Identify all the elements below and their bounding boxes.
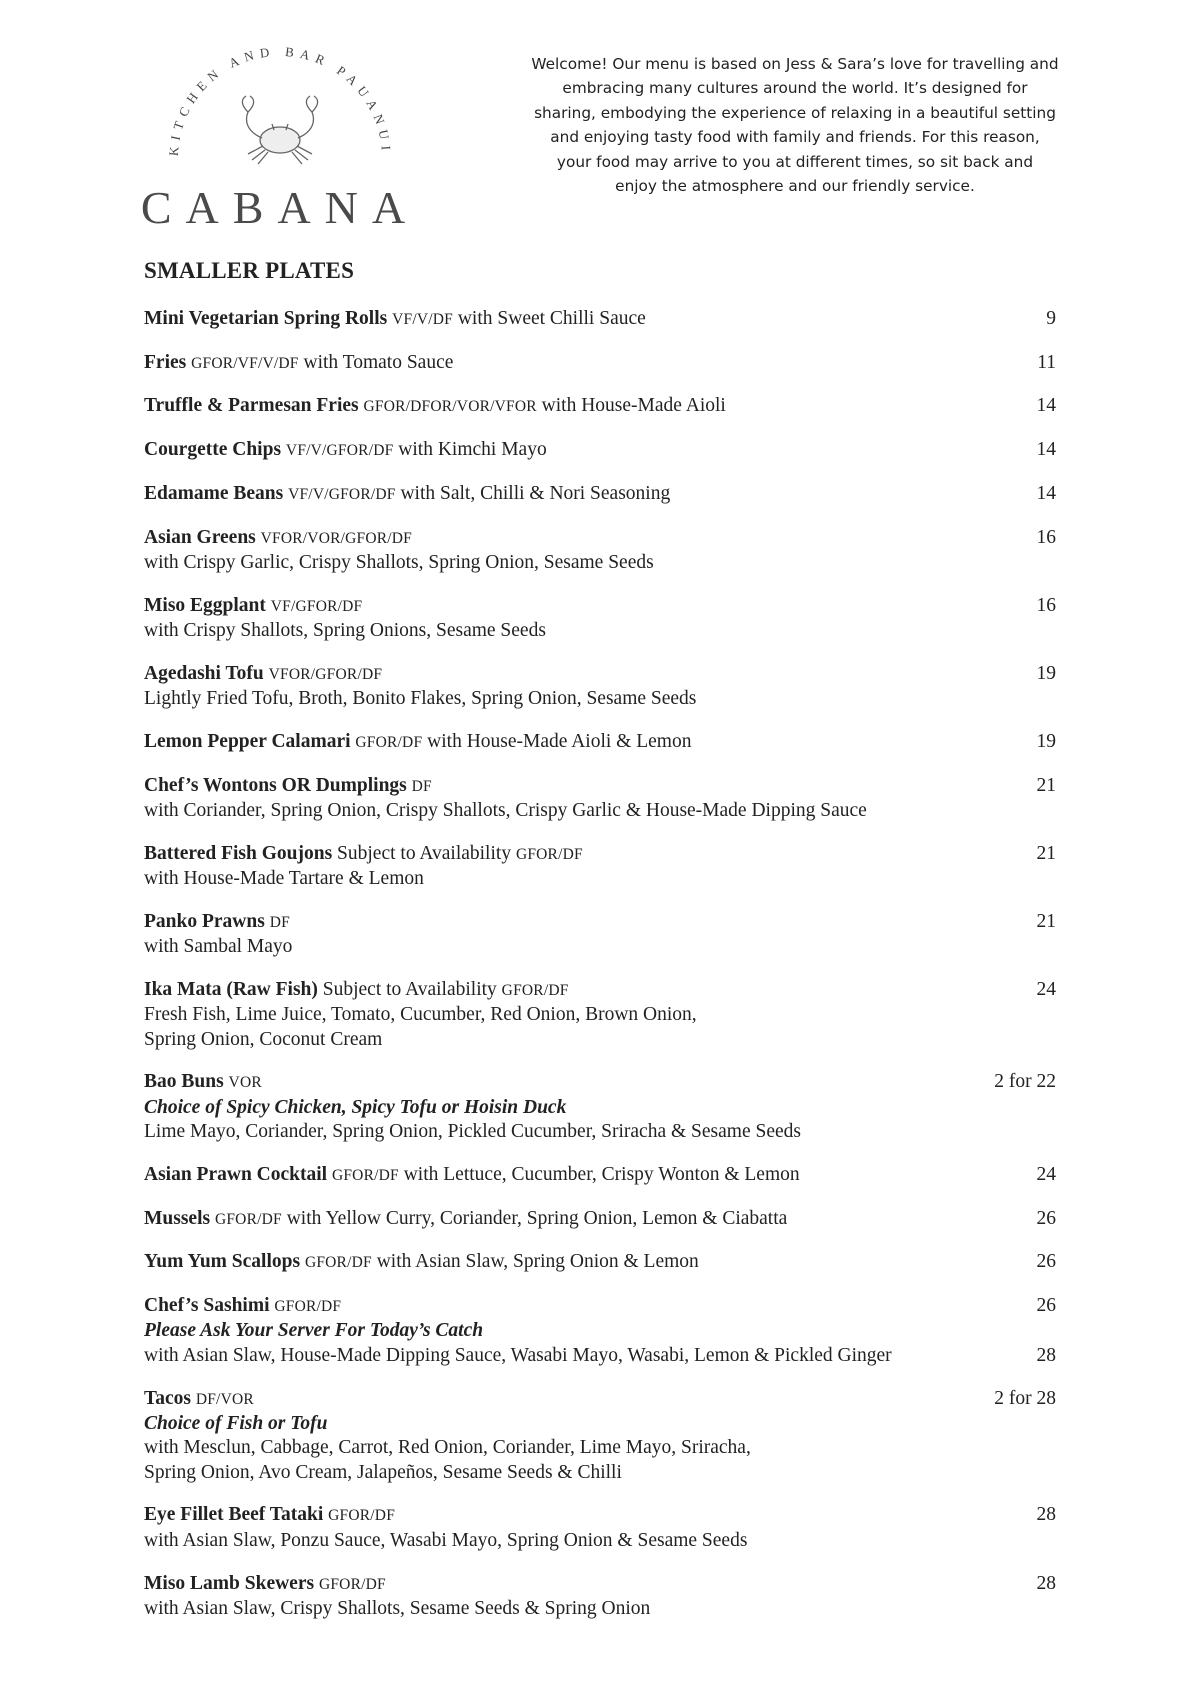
welcome-line: Welcome! Our menu is based on Jess & Sara’s love for travelling and: [531, 55, 1059, 73]
item-dietary-tags: DF/VOR: [195, 1390, 254, 1408]
menu-item-header: [144, 438, 1056, 463]
menu-list: [144, 307, 1056, 1640]
menu-item: [144, 1294, 1056, 1368]
menu-item-header: [144, 774, 1056, 799]
item-dietary-tags: GFOR/DF: [515, 845, 583, 863]
item-description-line: [144, 867, 1056, 891]
item-price: 24: [1036, 1163, 1056, 1185]
menu-item: [144, 774, 1056, 824]
item-dietary-tags: GFOR/DFOR/VOR/VFOR: [363, 398, 537, 416]
item-price: 26: [1036, 1295, 1056, 1317]
item-dietary-tags: VF/V/DF: [392, 311, 453, 328]
menu-item-header: [144, 1250, 1056, 1275]
item-description-line: [144, 1461, 1056, 1485]
item-name: Truffle & Parmesan Fries: [144, 395, 359, 417]
item-name: Miso Lamb Skewers: [144, 1572, 315, 1594]
menu-item-header: [144, 978, 1056, 1003]
item-description: Lightly Fried Tofu, Broth, Bonito Flakes, Spring Onion, Sesame Seeds: [144, 688, 697, 710]
item-price: 16: [1036, 526, 1056, 548]
item-price: 9: [1046, 308, 1056, 329]
cabana-logo: [140, 40, 420, 233]
item-dietary-tags: VOR: [228, 1074, 262, 1092]
item-description: with Asian Slaw, Spring Onion & Lemon: [376, 1251, 699, 1273]
item-name: Fries: [144, 351, 187, 373]
item-description: with Asian Slaw, Ponzu Sauce, Wasabi Mayo, Spring Onion & Sesame Seeds: [144, 1529, 748, 1551]
item-dietary-tags: GFOR/VF/V/DF: [191, 354, 299, 372]
item-price: 26: [1036, 1207, 1056, 1229]
menu-item: [144, 1387, 1056, 1486]
section-title: SMALLER PLATES: [144, 258, 355, 283]
item-name: Yum Yum Scallops: [144, 1251, 301, 1273]
menu-item-header: [144, 1163, 1056, 1188]
item-price: 19: [1036, 662, 1056, 684]
item-dietary-tags: VFOR/VOR/GFOR/DF: [260, 529, 413, 547]
item-dietary-tags: VF/V/GFOR/DF: [285, 442, 394, 460]
menu-item-header: [144, 394, 1056, 419]
item-description-line: [144, 1344, 1056, 1368]
item-price: 2 for 22: [994, 1071, 1056, 1093]
item-name: Asian Prawn Cocktail: [144, 1163, 328, 1185]
item-dietary-tags: DF: [411, 777, 432, 795]
item-description: with Tomato Sauce: [303, 351, 454, 373]
welcome-line: embracing many cultures around the world. It’s designed for: [562, 79, 1028, 98]
item-dietary-tags: GFOR/DF: [274, 1298, 342, 1316]
menu-item-header: [144, 482, 1056, 507]
item-description: with Asian Slaw, Crispy Shallots, Sesame Seeds & Spring Onion: [144, 1597, 651, 1619]
item-price: 14: [1036, 395, 1056, 417]
item-description: Spring Onion, Avo Cream, Jalapeños, Sesame Seeds & Chilli: [144, 1461, 622, 1483]
menu-item: [144, 1070, 1056, 1144]
menu-item-header: [144, 730, 1056, 755]
menu-item: [144, 978, 1056, 1052]
item-description-line: [144, 687, 1056, 711]
menu-item: [144, 594, 1056, 644]
item-description-line: [144, 619, 1056, 643]
item-description-line: [144, 1597, 1056, 1621]
menu-item: [144, 1207, 1056, 1232]
item-name: Courgette Chips: [144, 439, 282, 461]
welcome-line: and enjoying tasty food with family and friends. For this reason,: [550, 128, 1040, 147]
item-description: with Sambal Mayo: [144, 936, 293, 958]
item-price-secondary: 28: [1036, 1344, 1056, 1366]
menu-item: [144, 842, 1056, 892]
item-description: Fresh Fish, Lime Juice, Tomato, Cucumber, Red Onion, Brown Onion,: [144, 1004, 697, 1026]
item-note: Subject to Availability: [337, 842, 512, 864]
item-price: 28: [1036, 1572, 1056, 1594]
menu-item-header: [144, 526, 1056, 551]
item-description: with Sweet Chilli Sauce: [457, 308, 646, 329]
menu-item-header: [144, 594, 1056, 619]
item-description-line: [144, 551, 1056, 575]
item-description: with Lettuce, Cucumber, Crispy Wonton & Lemon: [403, 1163, 800, 1185]
welcome-line: your food may arrive to you at different times, so sit back and: [556, 152, 1034, 171]
item-choice: Choice of Spicy Chicken, Spicy Tofu or Hoisin Duck: [144, 1096, 567, 1118]
item-choice: Please Ask Your Server For Today’s Catch: [144, 1320, 484, 1342]
menu-item-header: [144, 1207, 1056, 1232]
item-description: with Coriander, Spring Onion, Crispy Shallots, Crispy Garlic & House-Made Dipping Sauce: [144, 799, 867, 821]
item-dietary-tags: GFOR/DF: [355, 733, 423, 751]
item-description: with Asian Slaw, House-Made Dipping Sauce, Wasabi Mayo, Wasabi, Lemon & Pickled Ginger: [144, 1344, 892, 1366]
menu-item-header: [144, 351, 1056, 376]
menu-item: [144, 307, 1056, 332]
item-price: 24: [1036, 978, 1056, 1000]
item-price: 21: [1036, 842, 1056, 864]
menu-item-header: [144, 1294, 1056, 1319]
item-dietary-tags: GFOR/DF: [501, 981, 569, 999]
menu-item: [144, 438, 1056, 463]
item-description: with Crispy Shallots, Spring Onions, Sesame Seeds: [144, 620, 546, 642]
item-price: 28: [1036, 1504, 1056, 1526]
item-price: 26: [1036, 1251, 1056, 1273]
item-dietary-tags: GFOR/DF: [318, 1575, 386, 1593]
item-description: Spring Onion, Coconut Cream: [144, 1028, 383, 1050]
item-description: with House-Made Tartare & Lemon: [144, 868, 424, 890]
logo-wordmark: CABANA: [140, 182, 420, 233]
logo-emblem: [140, 40, 420, 190]
item-description-line: [144, 1529, 1056, 1553]
item-price: 14: [1036, 482, 1056, 504]
item-description-line: [144, 1436, 1056, 1460]
item-dietary-tags: GFOR/DF: [214, 1210, 282, 1228]
item-price: 11: [1037, 351, 1056, 373]
item-name: Eye Fillet Beef Tataki: [144, 1504, 324, 1526]
menu-item-header: [144, 307, 1056, 332]
item-name: Mini Vegetarian Spring Rolls: [144, 308, 388, 329]
item-price: 16: [1036, 594, 1056, 616]
item-price: 21: [1036, 910, 1056, 932]
item-name: Panko Prawns: [144, 910, 265, 932]
menu-item: [144, 1250, 1056, 1275]
item-description: with Kimchi Mayo: [398, 439, 547, 461]
item-name: Mussels: [144, 1207, 211, 1229]
item-name: Asian Greens: [144, 526, 256, 548]
item-price: 2 for 28: [994, 1387, 1056, 1409]
item-name: Miso Eggplant: [144, 594, 266, 616]
item-description-line: [144, 799, 1056, 823]
item-dietary-tags: VF/GFOR/DF: [270, 597, 363, 615]
menu-item-header: [144, 662, 1056, 687]
item-name: Tacos: [144, 1387, 191, 1409]
item-description: with Mesclun, Cabbage, Carrot, Red Onion, Coriander, Lime Mayo, Sriracha,: [144, 1437, 751, 1459]
item-description-line: [144, 935, 1056, 959]
menu-item: [144, 910, 1056, 960]
welcome-line: enjoy the atmosphere and our friendly service.: [615, 177, 975, 196]
item-dietary-tags: DF: [269, 913, 290, 931]
item-description: with Crispy Garlic, Crispy Shallots, Spring Onion, Sesame Seeds: [144, 551, 654, 573]
menu-item: [144, 1163, 1056, 1188]
item-description: with Yellow Curry, Coriander, Spring Onion, Lemon & Ciabatta: [286, 1207, 788, 1229]
menu-item: [144, 1503, 1056, 1553]
item-name: Agedashi Tofu: [144, 662, 264, 684]
menu-item-header: [144, 1572, 1056, 1597]
item-name: Edamame Beans: [144, 482, 284, 504]
menu-item: [144, 394, 1056, 419]
welcome-text: [520, 52, 1070, 198]
item-description: with House-Made Aioli & Lemon: [427, 730, 692, 752]
item-name: Chef’s Wontons OR Dumplings: [144, 774, 407, 796]
crab-icon: [242, 96, 317, 164]
item-dietary-tags: GFOR/DF: [304, 1254, 372, 1272]
item-dietary-tags: VF/V/GFOR/DF: [288, 485, 396, 503]
item-description-line: [144, 1003, 1056, 1027]
menu-item: [144, 1572, 1056, 1622]
item-price: 19: [1036, 730, 1056, 752]
menu-item-header: [144, 1503, 1056, 1528]
menu-item: [144, 482, 1056, 507]
menu-item: [144, 730, 1056, 755]
item-price: 14: [1036, 439, 1056, 461]
item-price: 21: [1036, 774, 1056, 796]
logo-arc-text: KITCHEN AND BAR PAUANUI: [165, 43, 395, 157]
item-description-line: [144, 1028, 1056, 1052]
menu-item-header: [144, 910, 1056, 935]
menu-item: [144, 351, 1056, 376]
menu-item-header: [144, 842, 1056, 867]
item-note: Subject to Availability: [322, 978, 497, 1000]
item-dietary-tags: GFOR/DF: [331, 1166, 399, 1184]
menu-item-header: [144, 1070, 1056, 1095]
menu-item: [144, 526, 1056, 576]
welcome-line: sharing, embodying the experience of relaxing in a beautiful setting: [534, 103, 1056, 122]
item-description: with House-Made Aioli: [541, 395, 726, 417]
item-name: Ika Mata (Raw Fish): [144, 978, 318, 1000]
item-description-line: [144, 1120, 1056, 1144]
item-dietary-tags: VFOR/GFOR/DF: [268, 665, 383, 683]
item-dietary-tags: GFOR/DF: [328, 1507, 396, 1525]
item-name: Bao Buns: [144, 1071, 224, 1093]
item-description: with Salt, Chilli & Nori Seasoning: [400, 482, 671, 504]
menu-item-header: [144, 1387, 1056, 1412]
item-choice: Choice of Fish or Tofu: [144, 1412, 328, 1434]
item-description: Lime Mayo, Coriander, Spring Onion, Pickled Cucumber, Sriracha & Sesame Seeds: [144, 1121, 801, 1143]
item-name: Battered Fish Goujons: [144, 842, 333, 864]
item-name: Chef’s Sashimi: [144, 1295, 270, 1317]
menu-item: [144, 662, 1056, 712]
item-name: Lemon Pepper Calamari: [144, 730, 351, 752]
